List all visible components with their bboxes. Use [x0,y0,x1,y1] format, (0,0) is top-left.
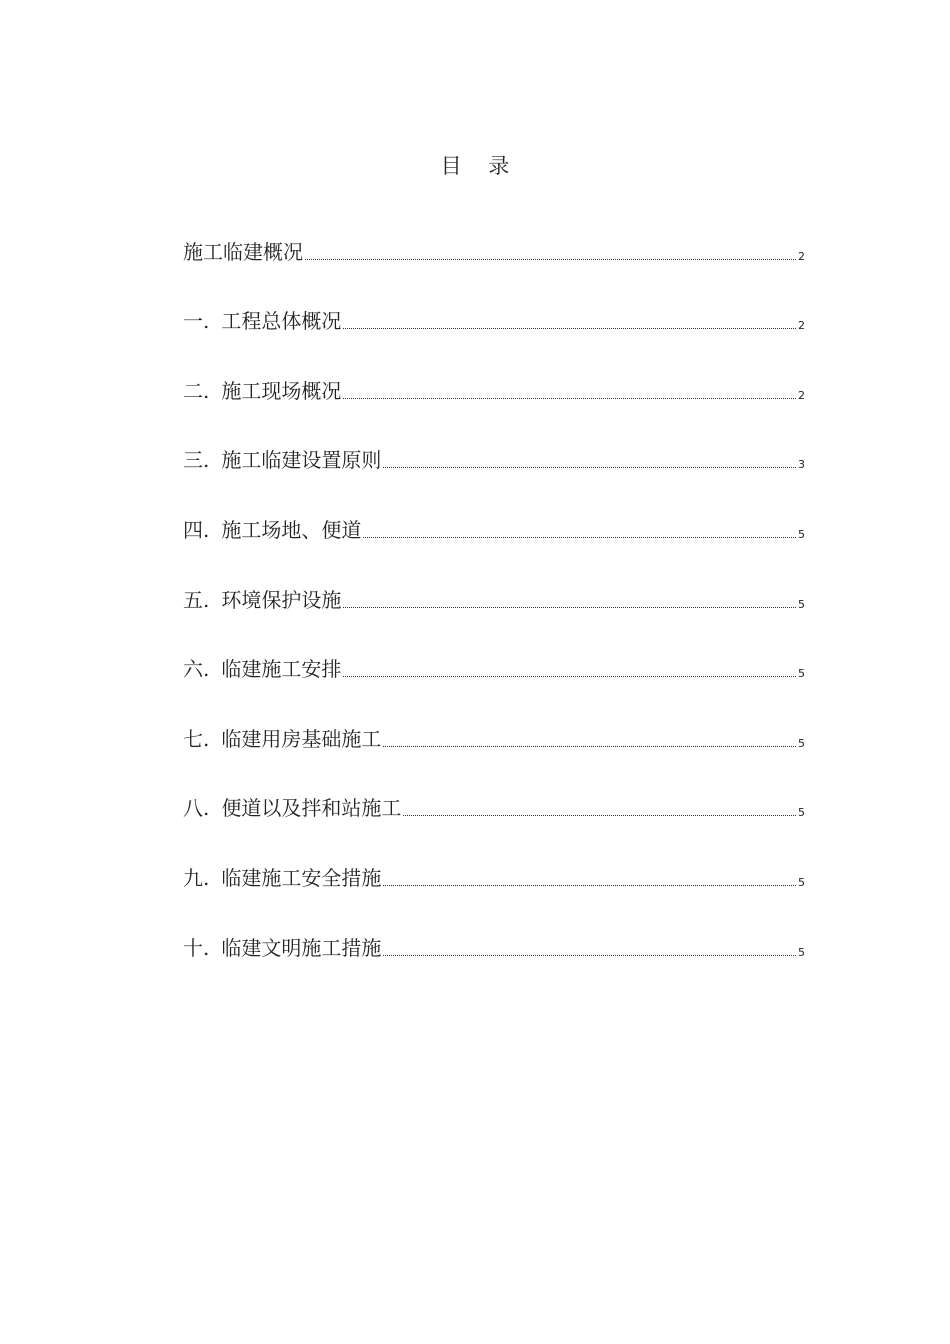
toc-entry[interactable] [183,918,805,988]
toc-leader-dots [363,536,796,538]
toc-entry-page: 3 [798,458,805,472]
toc-entry-page: 5 [798,527,805,541]
toc-entry[interactable] [183,709,805,779]
toc-entry-text: 便道以及拌和站施工 [221,796,402,821]
toc-leader-dots [383,745,796,747]
toc-entry-text: 临建施工安排 [221,657,342,682]
toc-entry-page: 5 [798,667,805,681]
toc-leader-dots [343,397,796,399]
toc-entry-page: 5 [798,875,805,889]
toc-leader-dots [305,258,796,260]
toc-entry[interactable] [183,779,805,849]
toc-entry[interactable] [183,222,805,292]
toc-leader-dots [403,814,796,816]
toc-entry-number: 六. [183,657,210,682]
toc-entry-page: 5 [798,736,805,750]
toc-list [183,222,805,988]
toc-entry[interactable] [183,431,805,501]
toc-entry-page: 5 [798,597,805,611]
toc-leader-dots [383,884,796,886]
toc-entry-text: 施工临建概况 [183,239,303,264]
toc-entry-page: 2 [798,388,805,402]
toc-entry-text: 临建文明施工措施 [221,935,382,960]
toc-entry[interactable] [183,500,805,570]
toc-entry-number: 五. [183,587,210,612]
toc-entry-number: 二. [183,378,210,403]
toc-leader-dots [343,327,796,329]
toc-entry-number: 九. [183,865,210,890]
toc-entry-text: 施工现场概况 [221,378,342,403]
toc-entry-text: 环境保护设施 [221,587,342,612]
toc-entry-page: 2 [798,319,805,333]
toc-entry-page: 5 [798,945,805,959]
toc-leader-dots [383,954,796,956]
toc-entry[interactable] [183,361,805,431]
toc-entry-number: 三. [183,448,210,473]
toc-entry[interactable] [183,848,805,918]
toc-entry[interactable] [183,292,805,362]
toc-title: 目 录 [440,154,510,178]
toc-entry-text: 施工场地、便道 [221,517,362,542]
toc-entry-text: 临建施工安全措施 [221,865,382,890]
toc-entry[interactable] [183,570,805,640]
toc-leader-dots [383,466,796,468]
toc-entry-text: 临建用房基础施工 [221,726,382,751]
toc-entry[interactable] [183,640,805,710]
toc-leader-dots [343,606,796,608]
toc-entry-number: 一. [183,309,210,334]
toc-entry-number: 七. [183,726,210,751]
toc-entry-number: 十. [183,935,210,960]
toc-entry-text: 施工临建设置原则 [221,448,382,473]
toc-entry-text: 工程总体概况 [221,309,342,334]
toc-leader-dots [343,675,796,677]
toc-entry-number: 八. [183,796,210,821]
toc-entry-number: 四. [183,517,210,542]
toc-entry-page: 2 [798,249,805,263]
toc-entry-page: 5 [798,806,805,820]
